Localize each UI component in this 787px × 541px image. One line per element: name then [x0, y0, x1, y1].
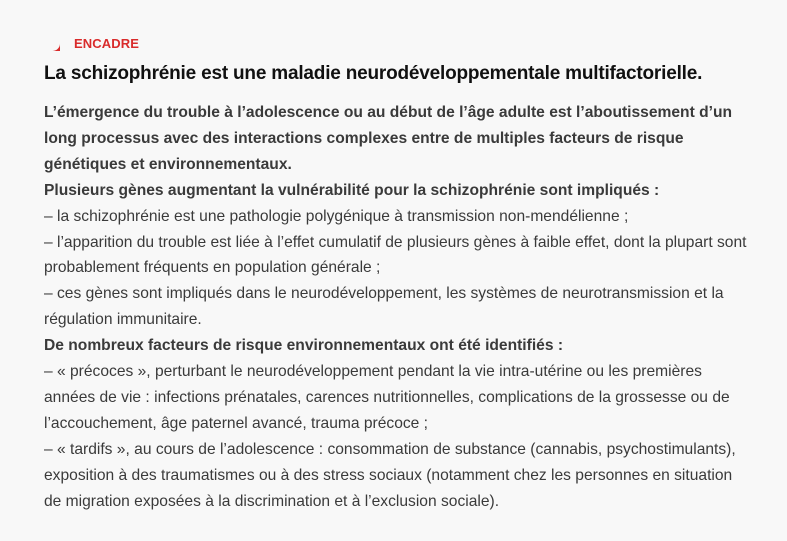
- box-title: La schizophrénie est une maladie neurodéveloppementale multifactorielle.: [44, 63, 703, 84]
- box-content: [44, 100, 747, 515]
- list-item: – ces gènes sont impliqués dans le neurodéveloppement, les systèmes de neurotransmission et la régulation immunitaire.: [44, 285, 724, 329]
- paragraph: De nombreux facteurs de risque environnementaux ont été identifiés :: [44, 337, 564, 355]
- tag-label: ENCADRE: [74, 35, 139, 51]
- tag-row: [44, 34, 747, 52]
- list-item: – « tardifs », au cours de l’adolescence : consommation de substance (cannabis, psychostimulants), exposition à des traumatismes ou à des stress sociaux (notamment chez les personnes en situation de migration exposées à la discrimination et à l’exclusion sociale).: [44, 440, 736, 510]
- list-item: – « précoces », perturbant le neurodéveloppement pendant la vie intra-utérine ou les premières années de vie : infections prénatales, carences nutritionnelles, complications de la grossesse ou de l’accouchement, âge paternel avancé, trauma précoce ;: [44, 363, 730, 432]
- speech-bubble-icon: [44, 35, 61, 52]
- list-item: – l’apparition du trouble est liée à l’effet cumulatif de plusieurs gènes à faible effet, dont la plupart sont probablement fréquents en population générale ;: [44, 233, 747, 277]
- paragraph: Plusieurs gènes augmentant la vulnérabilité pour la schizophrénie sont impliqués :: [44, 181, 660, 199]
- paragraph: L’émergence du trouble à l’adolescence ou au début de l’âge adulte est l’aboutissement d’un long processus avec des interactions complexes entre de multiples facteurs de risque génétiques et environnementaux.: [44, 104, 733, 173]
- list-item: – la schizophrénie est une pathologie polygénique à transmission non-mendélienne ;: [44, 207, 629, 225]
